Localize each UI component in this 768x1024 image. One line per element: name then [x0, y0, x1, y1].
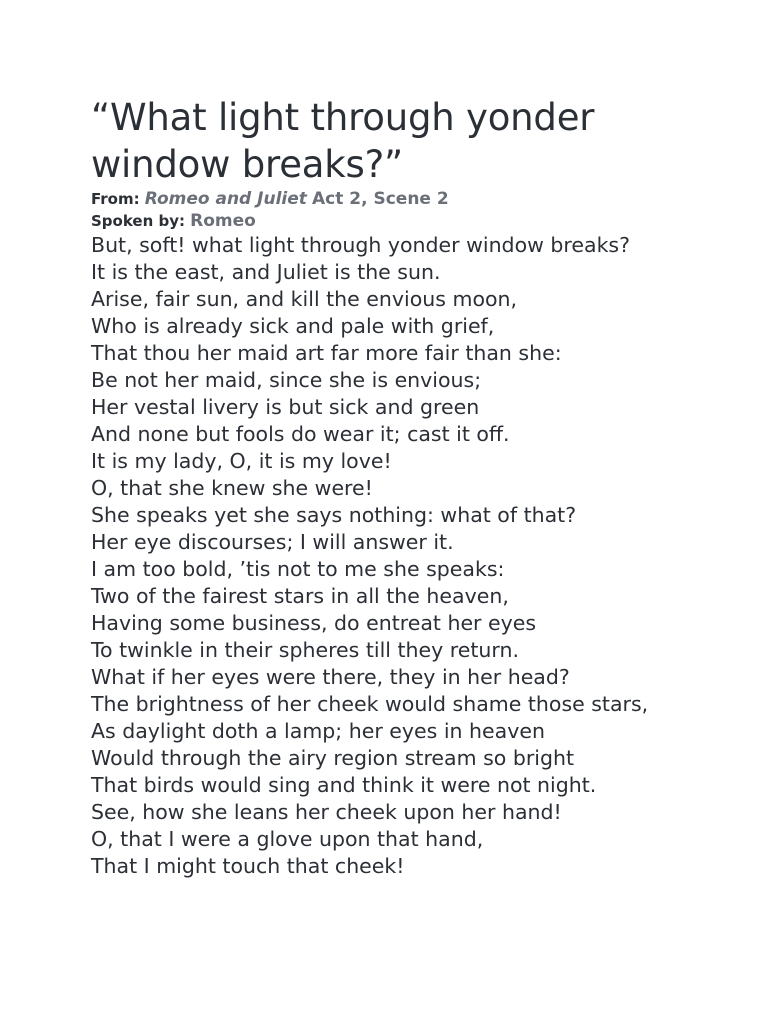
verse-line: Who is already sick and pale with grief,	[91, 314, 495, 338]
verse-line: Her eye discourses; I will answer it.	[91, 530, 454, 554]
verse-line: It is my lady, O, it is my love!	[91, 449, 392, 473]
verse-line: That I might touch that cheek!	[91, 854, 405, 878]
verse-line: It is the east, and Juliet is the sun.	[91, 260, 441, 284]
verse-line: The brightness of her cheek would shame those stars,	[91, 692, 649, 716]
quote-document	[91, 94, 731, 880]
verse-line: That thou her maid art far more fair than she:	[91, 341, 562, 365]
speaker-line	[91, 210, 731, 232]
verse-line: She speaks yet she says nothing: what of that?	[91, 503, 577, 527]
verse-line: That birds would sing and think it were not night.	[91, 773, 597, 797]
source-line	[91, 188, 731, 210]
work-title: Romeo and Juliet	[144, 189, 307, 209]
verse-line: Two of the fairest stars in all the heaven,	[91, 584, 509, 608]
quote-title: “What light through yonder window breaks?”	[91, 96, 595, 186]
speaker-name: Romeo	[190, 211, 256, 231]
verse-line: Arise, fair sun, and kill the envious moon,	[91, 287, 518, 311]
verse-line: O, that she knew she were!	[91, 476, 373, 500]
verse-line: I am too bold, ’tis not to me she speaks:	[91, 557, 505, 581]
verse-line: But, soft! what light through yonder window breaks?	[91, 233, 630, 257]
verse-line: Be not her maid, since she is envious;	[91, 368, 482, 392]
scene-reference: Act 2, Scene 2	[311, 189, 449, 209]
verse-line: To twinkle in their spheres till they return.	[91, 638, 519, 662]
verse-line: Would through the airy region stream so bright	[91, 746, 575, 770]
verse-line: Having some business, do entreat her eyes	[91, 611, 537, 635]
verse-line: As daylight doth a lamp; her eyes in heaven	[91, 719, 545, 743]
verse-block	[91, 232, 731, 880]
speaker-label: Spoken by:	[91, 212, 186, 230]
verse-line: Her vestal livery is but sick and green	[91, 395, 480, 419]
verse-line: See, how she leans her cheek upon her hand!	[91, 800, 562, 824]
verse-line: And none but fools do wear it; cast it off.	[91, 422, 510, 446]
verse-line: O, that I were a glove upon that hand,	[91, 827, 484, 851]
from-label: From:	[91, 190, 140, 208]
verse-line: What if her eyes were there, they in her head?	[91, 665, 570, 689]
